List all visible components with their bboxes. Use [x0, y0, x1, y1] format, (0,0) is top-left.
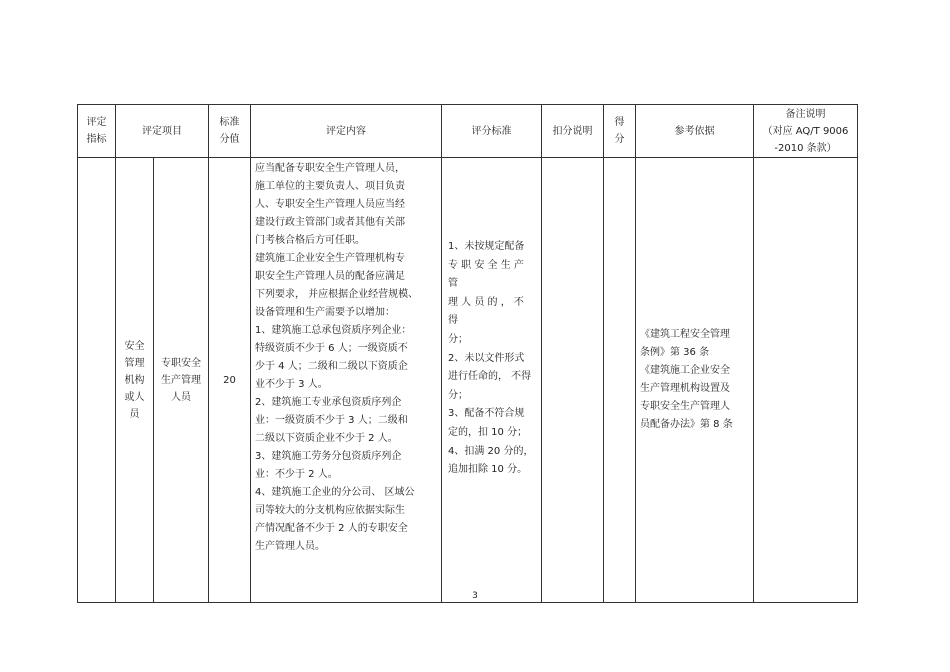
- remark-cell: [754, 158, 858, 603]
- table-row: [78, 158, 858, 603]
- criteria-text: 1、未按规定配备 专 职 安 全 生 产 管 理 人 员 的 ， 不 得 分； 2、未以文件形式 进行任命的， 不得 分； 3、配备不符合规 定的，扣 10 分； 4、扣满 20 分的， 追加扣除 10 分。: [442, 158, 542, 603]
- content-text: 应当配备专职安全生产管理人员， 施工单位的主要负责人、项目负责 人、专职安全生产管理人员应当经 建设行政主管部门或者其他有关部 门考核合格后方可任职。 建筑施工企业安全生产管理机构专 职安全生产管理人员的配备应满足 下列要求， 并应根据企业经营规模、 设备管理和生产需要予以增加： 1、建筑施工总承包资质序列企业： 特级资质不少于 6 人；一级资质不 少于 4 人；二级和二级以下资质企 业不少于 3 人。 2、建筑施工专业承包资质序列企 业：一级资质不少于 3 人；二级和 二级以下资质企业不少于 2 人。 3、建筑施工劳务分包资质序列企 业：不少于 2 人。 4、建筑施工企业的分公司、 区域公 司等较大的分支机构应依据实际生 产情况配备不少于 2 人的专职安全 生产管理人员。: [251, 158, 442, 603]
- indicator-cell: [78, 158, 116, 603]
- header-score: 标准 分值: [209, 105, 251, 158]
- indicator-name: 安全 管理 机构 或人 员: [116, 158, 154, 603]
- basis-text: 《建筑工程安全管理 条例》第 36 条 《建筑施工企业安全 生产管理机构设置及 专职安全生产管理人 员配备办法》第 8 条: [636, 158, 754, 603]
- header-indicator: 评定 指标: [78, 105, 116, 158]
- score-value: 20: [209, 158, 251, 603]
- header-deduction: 扣分说明: [542, 105, 604, 158]
- header-basis: 参考依据: [636, 105, 754, 158]
- deduction-cell: [542, 158, 604, 603]
- got-cell: [604, 158, 636, 603]
- header-got: 得 分: [604, 105, 636, 158]
- header-item: 评定项目: [116, 105, 209, 158]
- evaluation-table: [77, 104, 858, 603]
- header-row: [78, 105, 858, 158]
- header-content: 评定内容: [251, 105, 442, 158]
- header-criteria: 评分标准: [442, 105, 542, 158]
- page-number: 3: [472, 591, 478, 601]
- item-name: 专职安全 生产管理 人员: [154, 158, 209, 603]
- header-remark: 备注说明 （对应 AQ/T 9006 -2010 条款）: [754, 105, 858, 158]
